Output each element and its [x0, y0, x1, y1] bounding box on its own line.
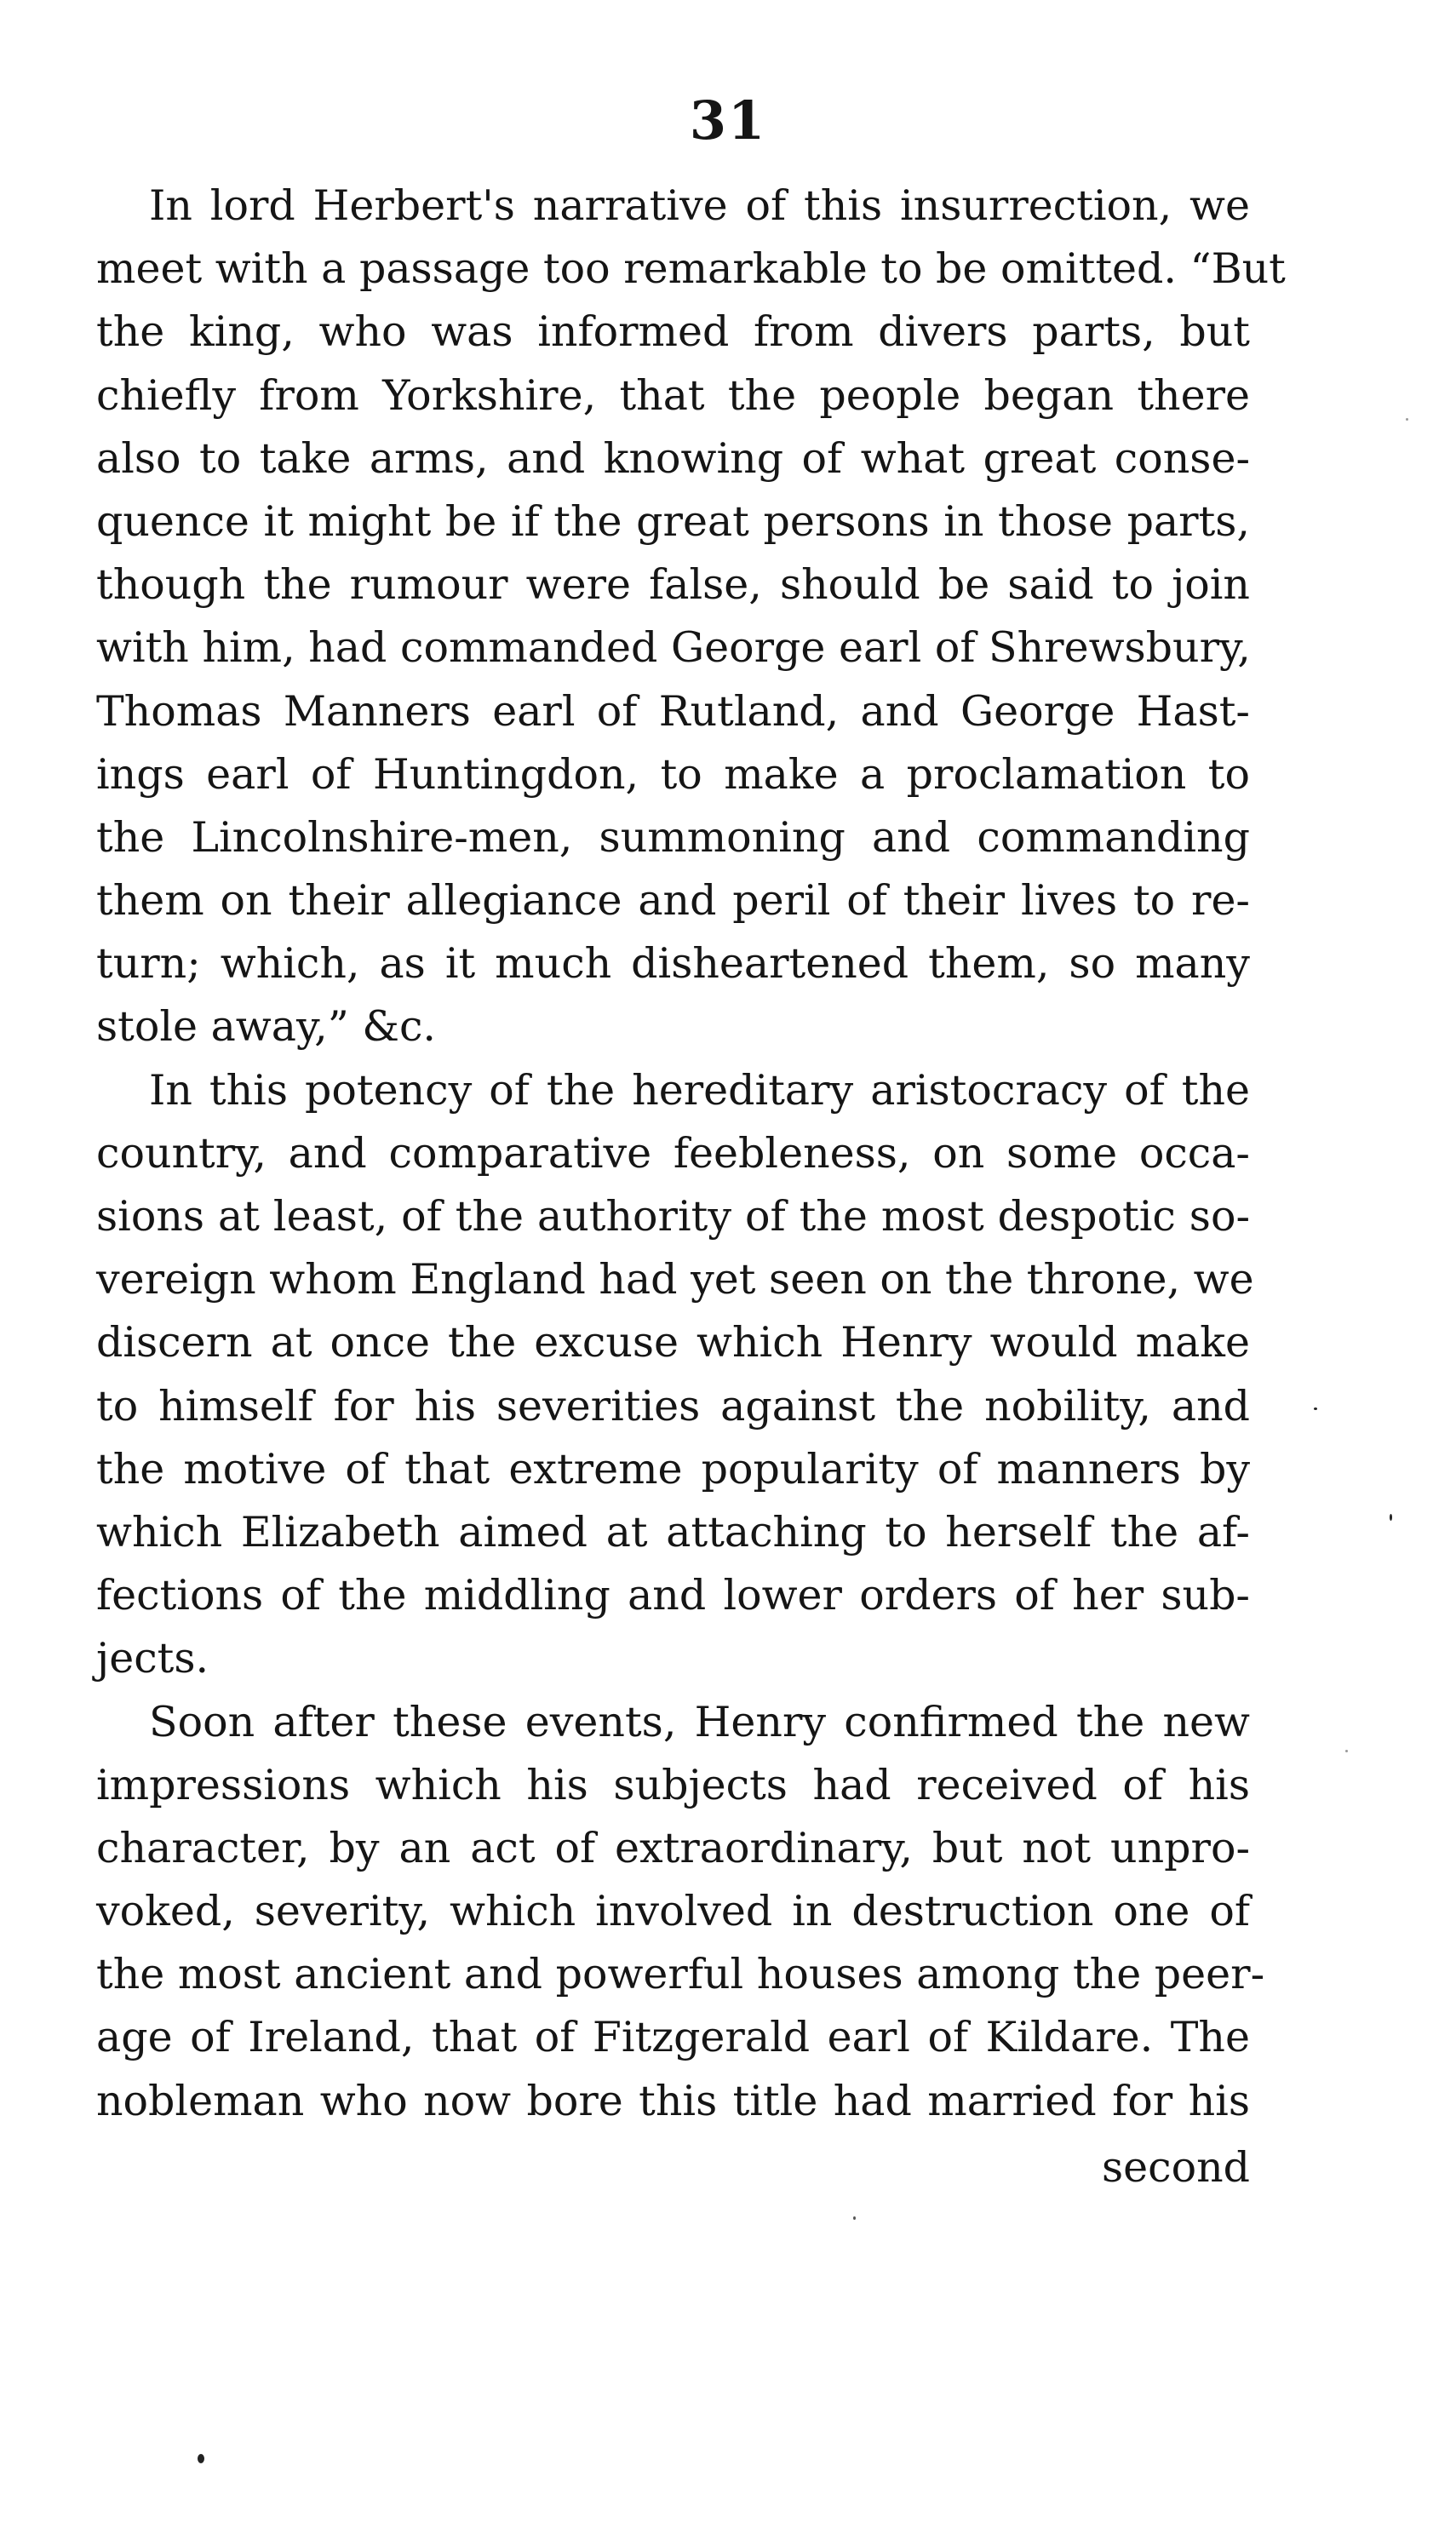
text-line: jects. — [96, 1634, 209, 1683]
text-line: with him, had commanded George earl of Shrewsbury, — [96, 623, 1251, 673]
text-line: In this potency of the hereditary aristocracy of the — [149, 1065, 1250, 1115]
text-line: meet with a passage too remarkable to be omitted. “But — [96, 244, 1286, 294]
text-line: chiefly from Yorkshire, that the people began there — [96, 370, 1250, 420]
text-line: the Lincolnshire-men, summoning and commanding — [96, 812, 1250, 862]
text-line: turn; which, as it much disheartened them, so many — [96, 939, 1250, 989]
text-line: to himself for his severities against the nobility, and — [96, 1381, 1250, 1430]
scan-speck — [198, 2454, 204, 2463]
text-line: age of Ireland, that of Fitzgerald earl of Kildare. The — [96, 2013, 1250, 2062]
text-line: character, by an act of extraordinary, but not unpro- — [96, 1823, 1250, 1872]
text-line: nobleman who now bore this title had married for his — [96, 2076, 1250, 2125]
text-line: Soon after these events, Henry confirmed the new — [149, 1697, 1250, 1746]
text-line: them on their allegiance and peril of their lives to re- — [96, 876, 1250, 926]
catchword: second — [1101, 2142, 1250, 2192]
text-line: discern at once the excuse which Henry would make — [96, 1318, 1250, 1367]
scan-speck — [853, 2216, 856, 2220]
text-line: In lord Herbert's narrative of this insurrection, we — [149, 181, 1250, 230]
text-line: impressions which his subjects had received of his — [96, 1760, 1250, 1809]
page-number: 31 — [689, 89, 767, 152]
text-line: the motive of that extreme popularity of manners by — [96, 1444, 1250, 1493]
text-line: sions at least, of the authority of the most despotic so- — [96, 1192, 1250, 1241]
text-line: also to take arms, and knowing of what great conse- — [96, 433, 1250, 483]
text-line: though the rumour were false, should be said to join — [96, 560, 1250, 610]
text-line: ings earl of Huntingdon, to make a proclamation to — [96, 749, 1250, 799]
text-line: the king, who was informed from divers parts, but — [96, 307, 1250, 357]
body-text — [96, 175, 1286, 2199]
text-line: vereign whom England had yet seen on the throne, we — [96, 1255, 1254, 1304]
text-line: fections of the middling and lower orders of her sub- — [96, 1571, 1250, 1620]
scan-speck — [1390, 1514, 1392, 1521]
scan-speck — [1314, 1407, 1317, 1410]
text-line: Thomas Manners earl of Rutland, and George Hast- — [96, 686, 1250, 736]
text-line: voked, severity, which involved in destruction one of — [96, 1887, 1250, 1936]
text-line: the most ancient and powerful houses among the peer- — [96, 1950, 1265, 1999]
text-line: which Elizabeth aimed at attaching to herself the af- — [96, 1507, 1250, 1557]
scan-speck — [1345, 1750, 1348, 1752]
text-line: country, and comparative feebleness, on some occa- — [96, 1128, 1250, 1178]
text-line: stole away,” &c. — [96, 1002, 436, 1052]
text-line: quence it might be if the great persons in those parts, — [96, 496, 1250, 546]
scan-speck — [1406, 418, 1408, 421]
